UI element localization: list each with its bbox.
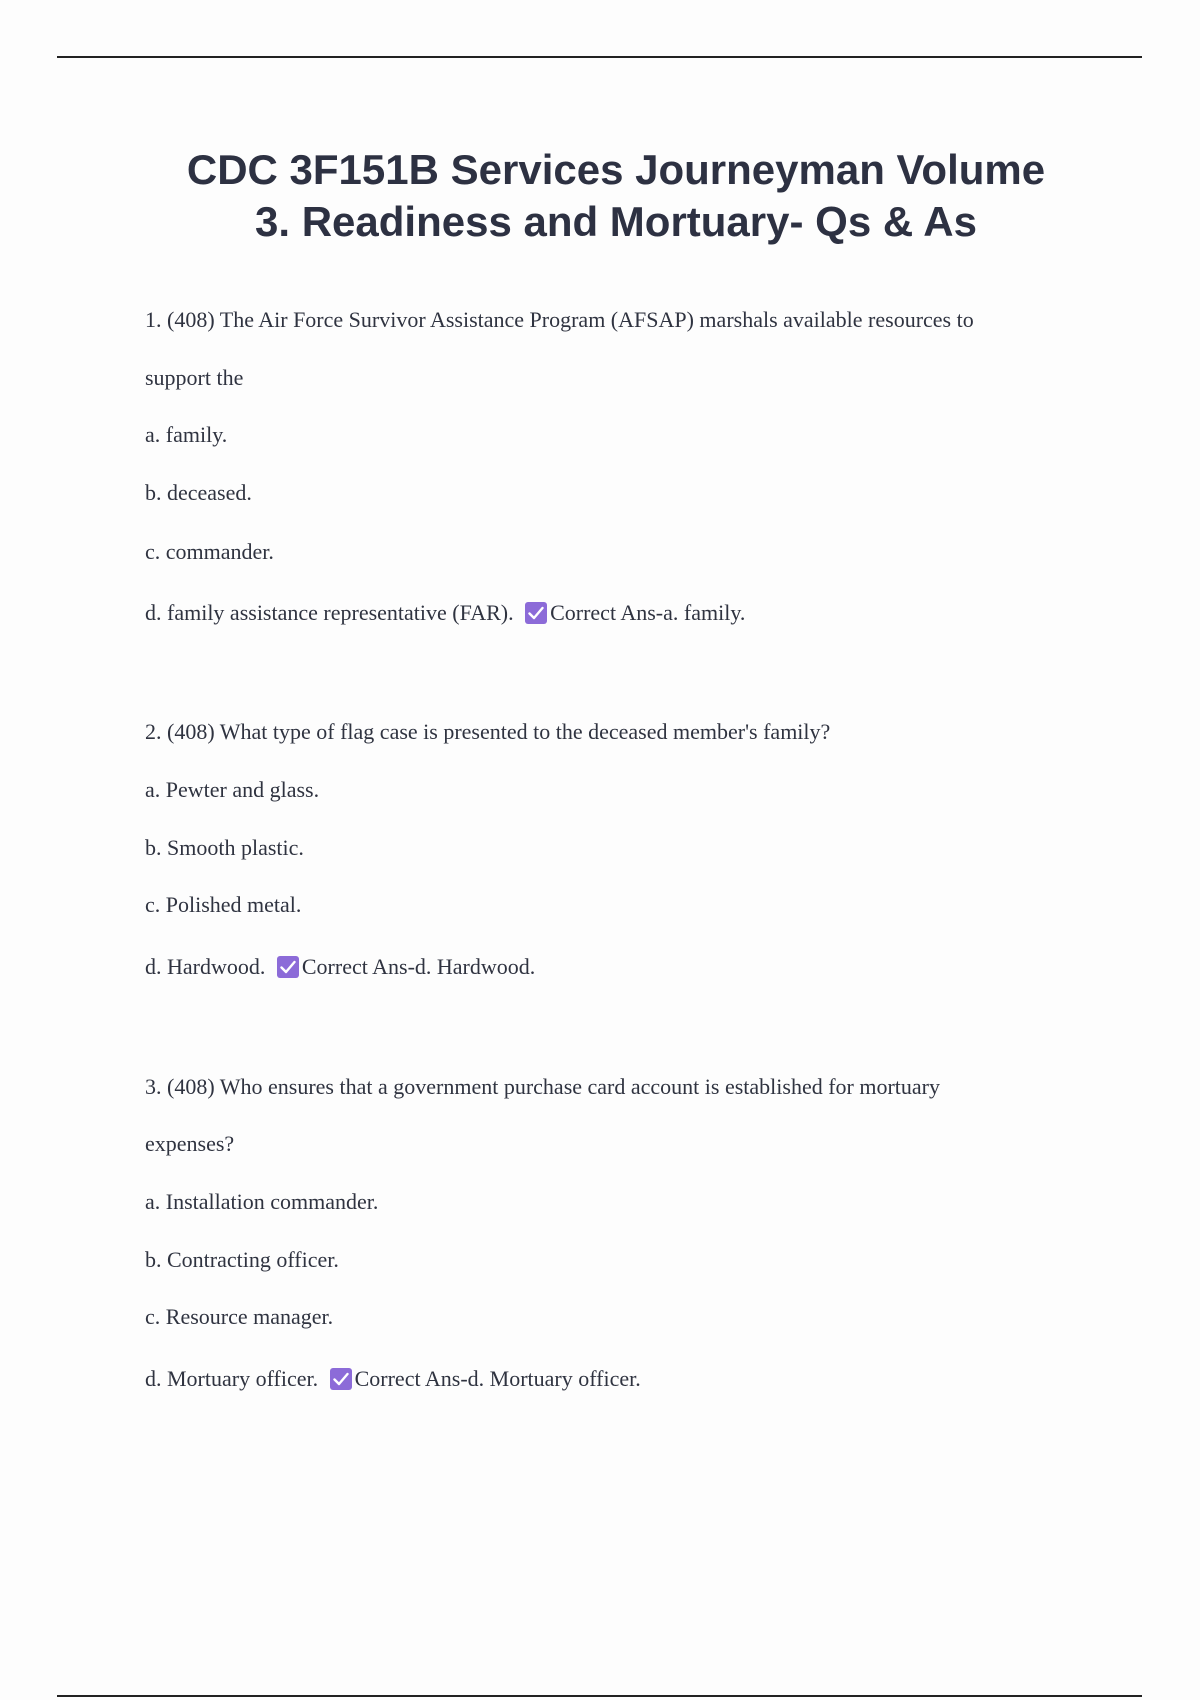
question-2-option-d-row bbox=[145, 952, 535, 982]
question-2-prompt-line-1: 2. (408) What type of flag case is presented to the deceased member's family? bbox=[145, 719, 831, 744]
question-3-option-d: d. Mortuary officer. bbox=[145, 1366, 319, 1391]
question-1-option-b: b. deceased. bbox=[145, 480, 252, 505]
question-1-option-d: d. family assistance representative (FAR). bbox=[145, 600, 514, 625]
question-3-option-c: c. Resource manager. bbox=[145, 1304, 334, 1329]
question-3-option-a: a. Installation commander. bbox=[145, 1189, 379, 1214]
question-2-option-c: c. Polished metal. bbox=[145, 892, 302, 917]
bottom-rule bbox=[57, 1695, 1142, 1697]
question-1-option-d-row bbox=[145, 598, 745, 628]
question-1-option-a: a. family. bbox=[145, 422, 228, 447]
checkmark-icon bbox=[525, 602, 547, 624]
question-2-option-a: a. Pewter and glass. bbox=[145, 777, 320, 802]
top-rule bbox=[57, 56, 1142, 58]
question-3-option-b: b. Contracting officer. bbox=[145, 1247, 339, 1272]
question-3-prompt-line-1: 3. (408) Who ensures that a government purchase card account is established for mortuary bbox=[145, 1074, 940, 1099]
checkmark-icon bbox=[277, 956, 299, 978]
question-3-prompt-line-2: expenses? bbox=[145, 1131, 235, 1156]
question-2-option-b: b. Smooth plastic. bbox=[145, 835, 304, 860]
title-line-2: 3. Readiness and Mortuary- Qs & As bbox=[255, 198, 977, 245]
question-1-prompt-line-1: 1. (408) The Air Force Survivor Assistance Program (AFSAP) marshals available resources to bbox=[145, 307, 974, 332]
question-3-answer: Correct Ans-d. Mortuary officer. bbox=[354, 1366, 641, 1391]
question-1-prompt-line-2: support the bbox=[145, 365, 244, 390]
question-1-option-c: c. commander. bbox=[145, 539, 274, 564]
question-2-answer: Correct Ans-d. Hardwood. bbox=[301, 954, 536, 979]
question-2-option-d: d. Hardwood. bbox=[145, 954, 266, 979]
checkmark-icon bbox=[330, 1368, 352, 1390]
question-1-answer: Correct Ans-a. family. bbox=[550, 600, 746, 625]
document-title bbox=[100, 144, 1132, 248]
title-line-1: CDC 3F151B Services Journeyman Volume bbox=[186, 146, 1046, 193]
question-3-option-d-row bbox=[145, 1364, 641, 1394]
